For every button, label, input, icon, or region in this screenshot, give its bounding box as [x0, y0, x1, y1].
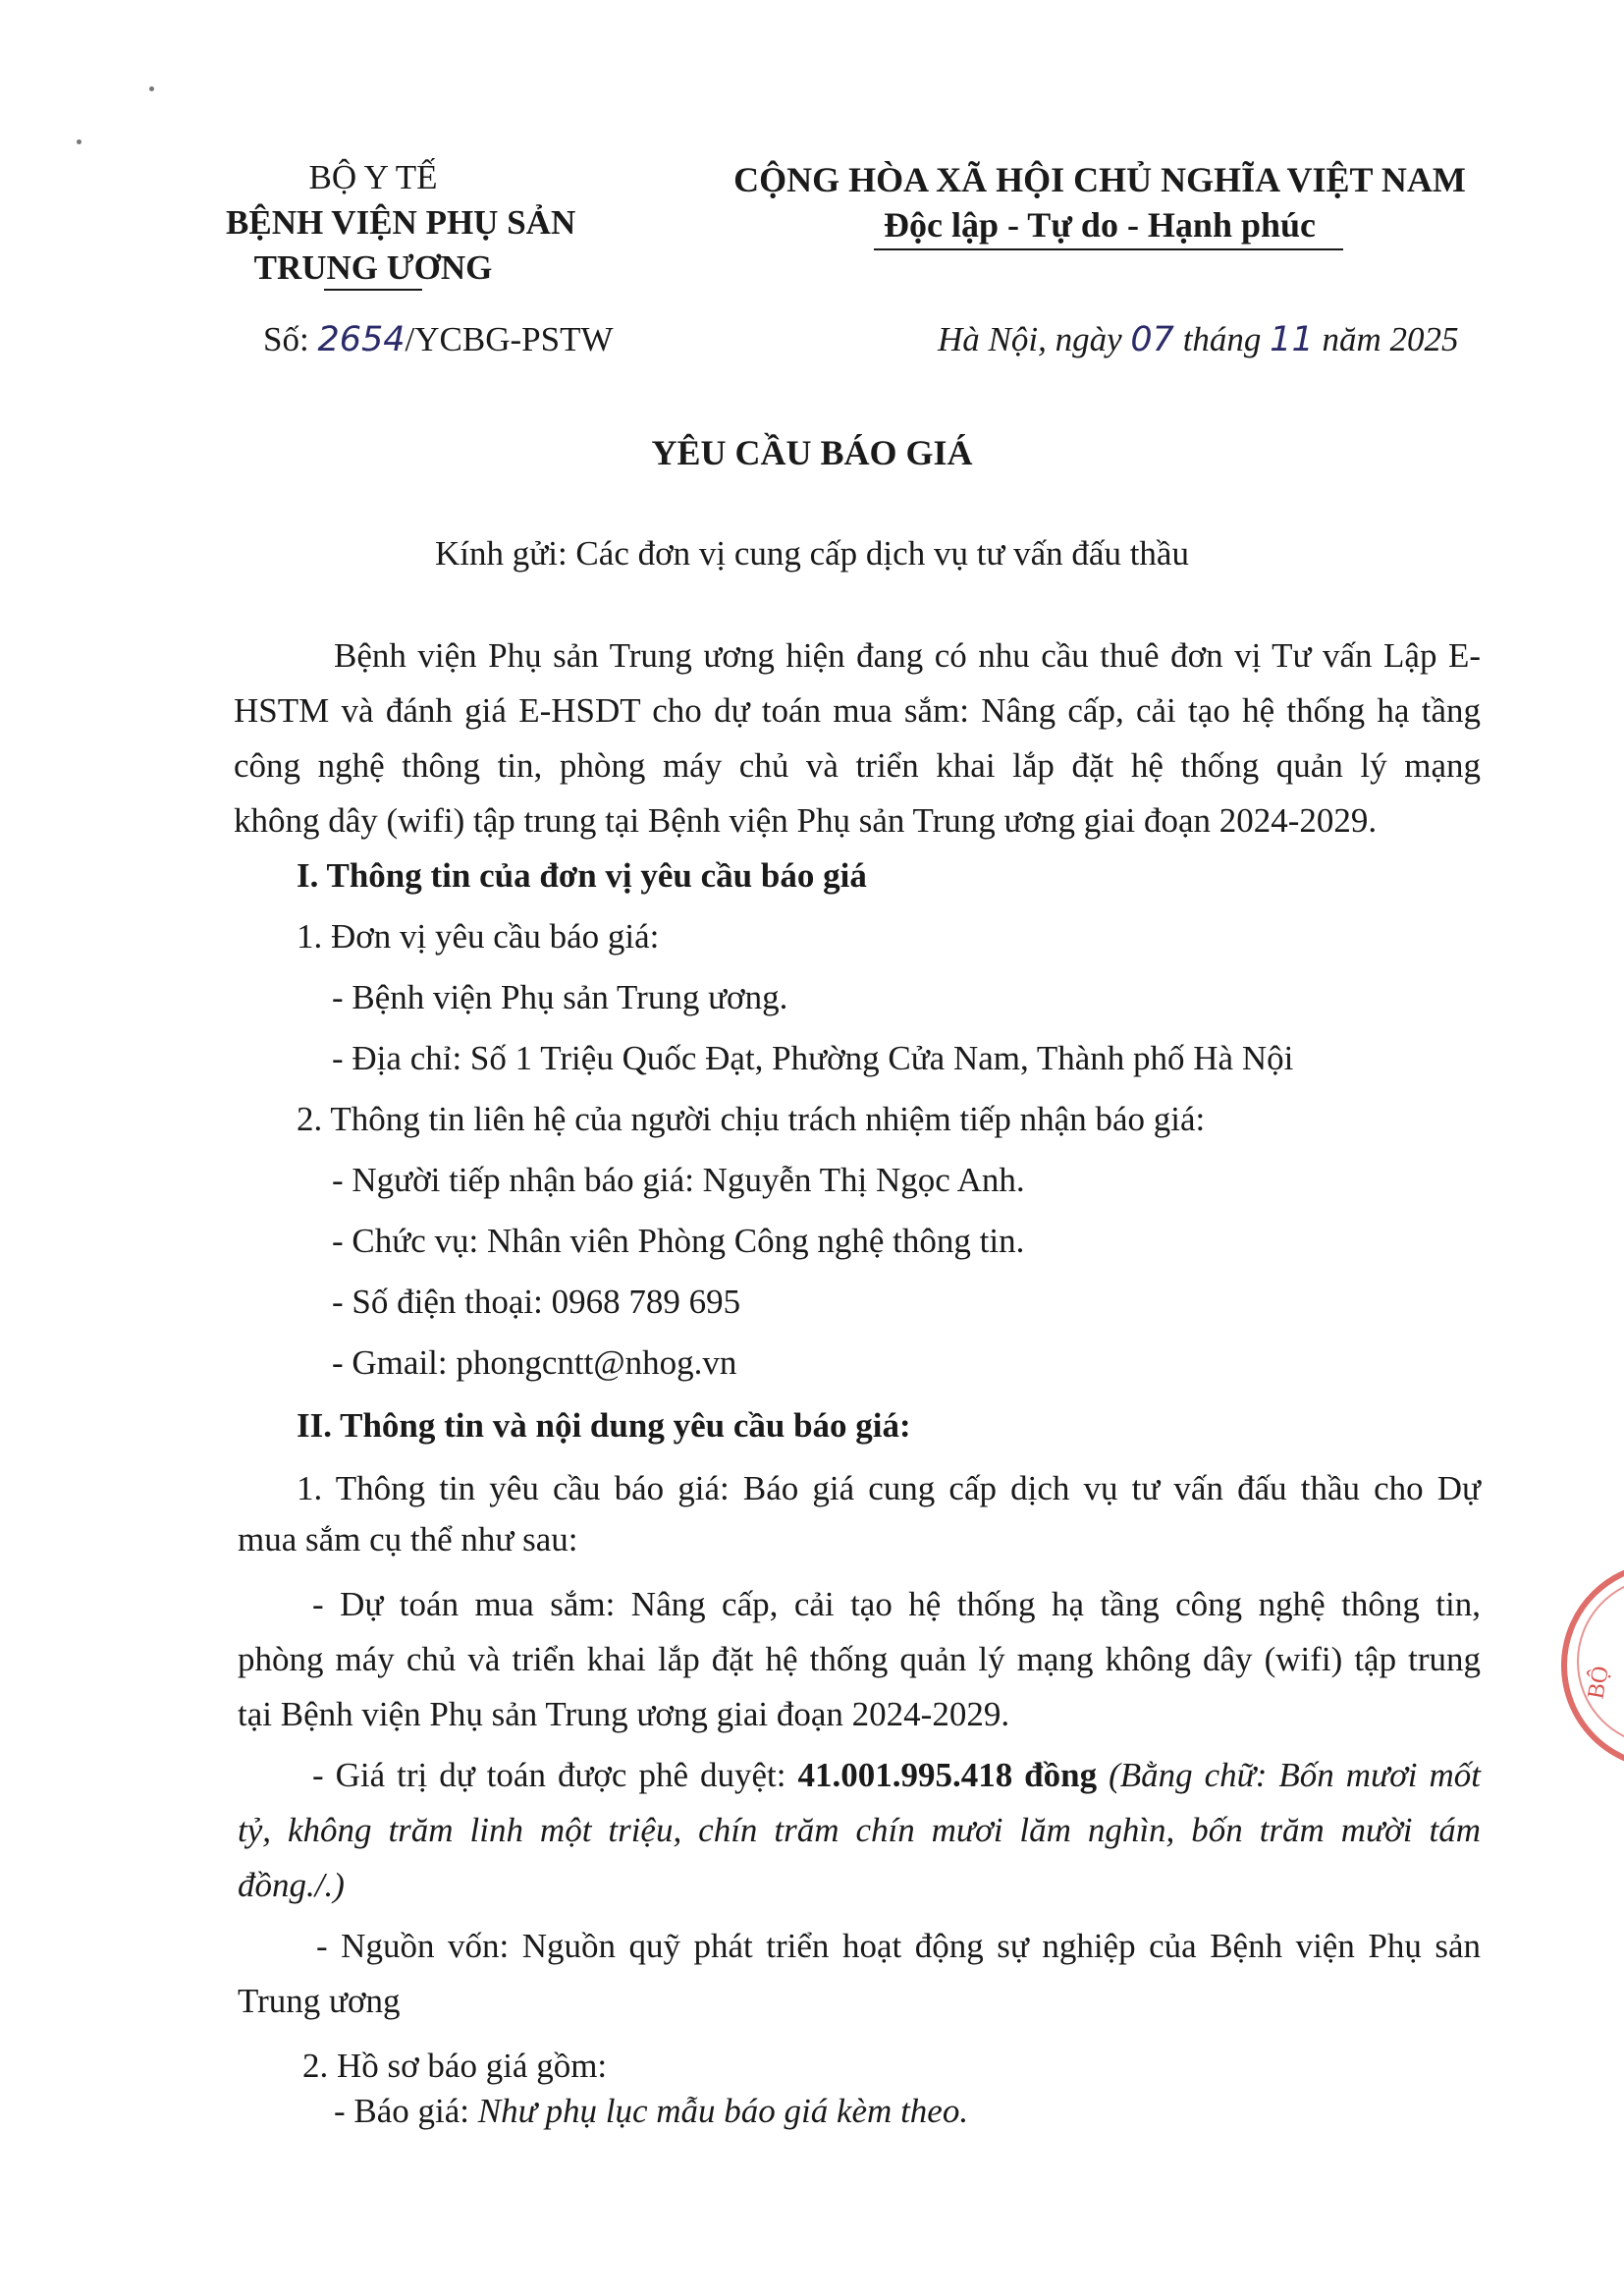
scan-speck	[149, 86, 154, 91]
funding-source-line: Trung ương	[238, 1982, 401, 2020]
funding-source-line: - Nguồn vốn: Nguồn quỹ phát triển hoạt động sự nghiệp của Bệnh viện Phụ sản	[316, 1927, 1481, 1965]
estimate-line: tại Bệnh viện Phụ sản Trung ương giai đoạn 2024-2029.	[238, 1695, 1010, 1733]
contact-position: - Chức vụ: Nhân viên Phòng Công nghệ thông tin.	[332, 1222, 1025, 1260]
document-date: Hà Nội, ngày 07 tháng 11 năm 2025	[938, 320, 1459, 359]
official-stamp-text: BỘ	[1583, 1664, 1614, 1702]
addressee: Kính gửi: Các đơn vị cung cấp dịch vụ tư vấn đấu thầu	[435, 534, 1189, 573]
section-2-item-1-line: 1. Thông tin yêu cầu báo giá: Báo giá cung cấp dịch vụ tư vấn đấu thầu cho Dự	[297, 1469, 1481, 1507]
section-2-item-1-line: mua sắm cụ thể như sau:	[238, 1520, 578, 1558]
approved-value-amount: 41.001.995.418 đồng	[797, 1756, 1098, 1794]
intro-line: HSTM và đánh giá E-HSDT cho dự toán mua sắm: Nâng cấp, cải tạo hệ thống hạ tầng	[234, 691, 1481, 730]
country-name: CỘNG HÒA XÃ HỘI CHỦ NGHĨA VIỆT NAM	[733, 160, 1466, 199]
document-number: Số: 2654/YCBG-PSTW	[263, 320, 614, 359]
hospital-name-line2: TRUNG ƯƠNG	[253, 248, 493, 287]
contact-phone: - Số điện thoại: 0968 789 695	[332, 1283, 741, 1321]
motto-underline	[874, 248, 1343, 250]
quotation-item: - Báo giá: Như phụ lục mẫu báo giá kèm theo.	[334, 2092, 969, 2130]
contact-person: - Người tiếp nhận báo giá: Nguyễn Thị Ngọc Anh.	[332, 1161, 1025, 1199]
approved-value-words: tỷ, không trăm linh một triệu, chín trăm chín mươi lăm nghìn, bốn trăm mười tám	[238, 1811, 1481, 1849]
ministry-name: BỘ Y TẾ	[308, 158, 438, 196]
approved-value-words: đồng./.)	[238, 1866, 345, 1904]
contact-email: - Gmail: phongcntt@nhog.vn	[332, 1343, 737, 1382]
section-1-item-2: 2. Thông tin liên hệ của người chịu trách nhiệm tiếp nhận báo giá:	[297, 1100, 1206, 1138]
handwritten-day: 07	[1130, 320, 1174, 359]
section-1-heading: I. Thông tin của đơn vị yêu cầu báo giá	[297, 856, 867, 895]
section-1-item-1: 1. Đơn vị yêu cầu báo giá:	[297, 917, 660, 956]
national-motto: Độc lập - Tự do - Hạnh phúc	[883, 205, 1317, 245]
intro-line: không dây (wifi) tập trung tại Bệnh viện Phụ sản Trung ương giai đoạn 2024-2029.	[234, 801, 1378, 840]
handwritten-month: 11	[1270, 320, 1314, 359]
section-2-item-2: 2. Hồ sơ báo giá gồm:	[302, 2047, 608, 2085]
estimate-line: - Dự toán mua sắm: Nâng cấp, cải tạo hệ thống hạ tầng công nghệ thông tin,	[312, 1585, 1481, 1623]
header-right	[687, 157, 1512, 247]
hospital-name-line1: BỆNH VIỆN PHỤ SẢN	[226, 203, 576, 242]
estimate-line: phòng máy chủ và triển khai lắp đặt hệ thống quản lý mạng không dây (wifi) tập trung	[238, 1640, 1481, 1678]
scan-speck	[77, 139, 81, 144]
intro-line: Bệnh viện Phụ sản Trung ương hiện đang có nhu cầu thuê đơn vị Tư vấn Lập E-	[334, 636, 1481, 675]
section-2-heading: II. Thông tin và nội dung yêu cầu báo giá:	[297, 1406, 911, 1445]
header-left	[226, 155, 576, 291]
document-title: YÊU CẦU BÁO GIÁ	[651, 433, 973, 472]
approved-value-line: - Giá trị dự toán được phê duyệt: 41.001.995.418 đồng (Bằng chữ: Bốn mươi mốt	[312, 1756, 1481, 1794]
handwritten-number: 2654	[317, 320, 406, 359]
intro-line: công nghệ thông tin, phòng máy chủ và triển khai lắp đặt hệ thống quản lý mạng	[234, 746, 1481, 785]
requester-name: - Bệnh viện Phụ sản Trung ương.	[332, 978, 788, 1016]
header-left-underline	[324, 289, 422, 291]
requester-address: - Địa chỉ: Số 1 Triệu Quốc Đạt, Phường Cửa Nam, Thành phố Hà Nội	[332, 1039, 1294, 1077]
